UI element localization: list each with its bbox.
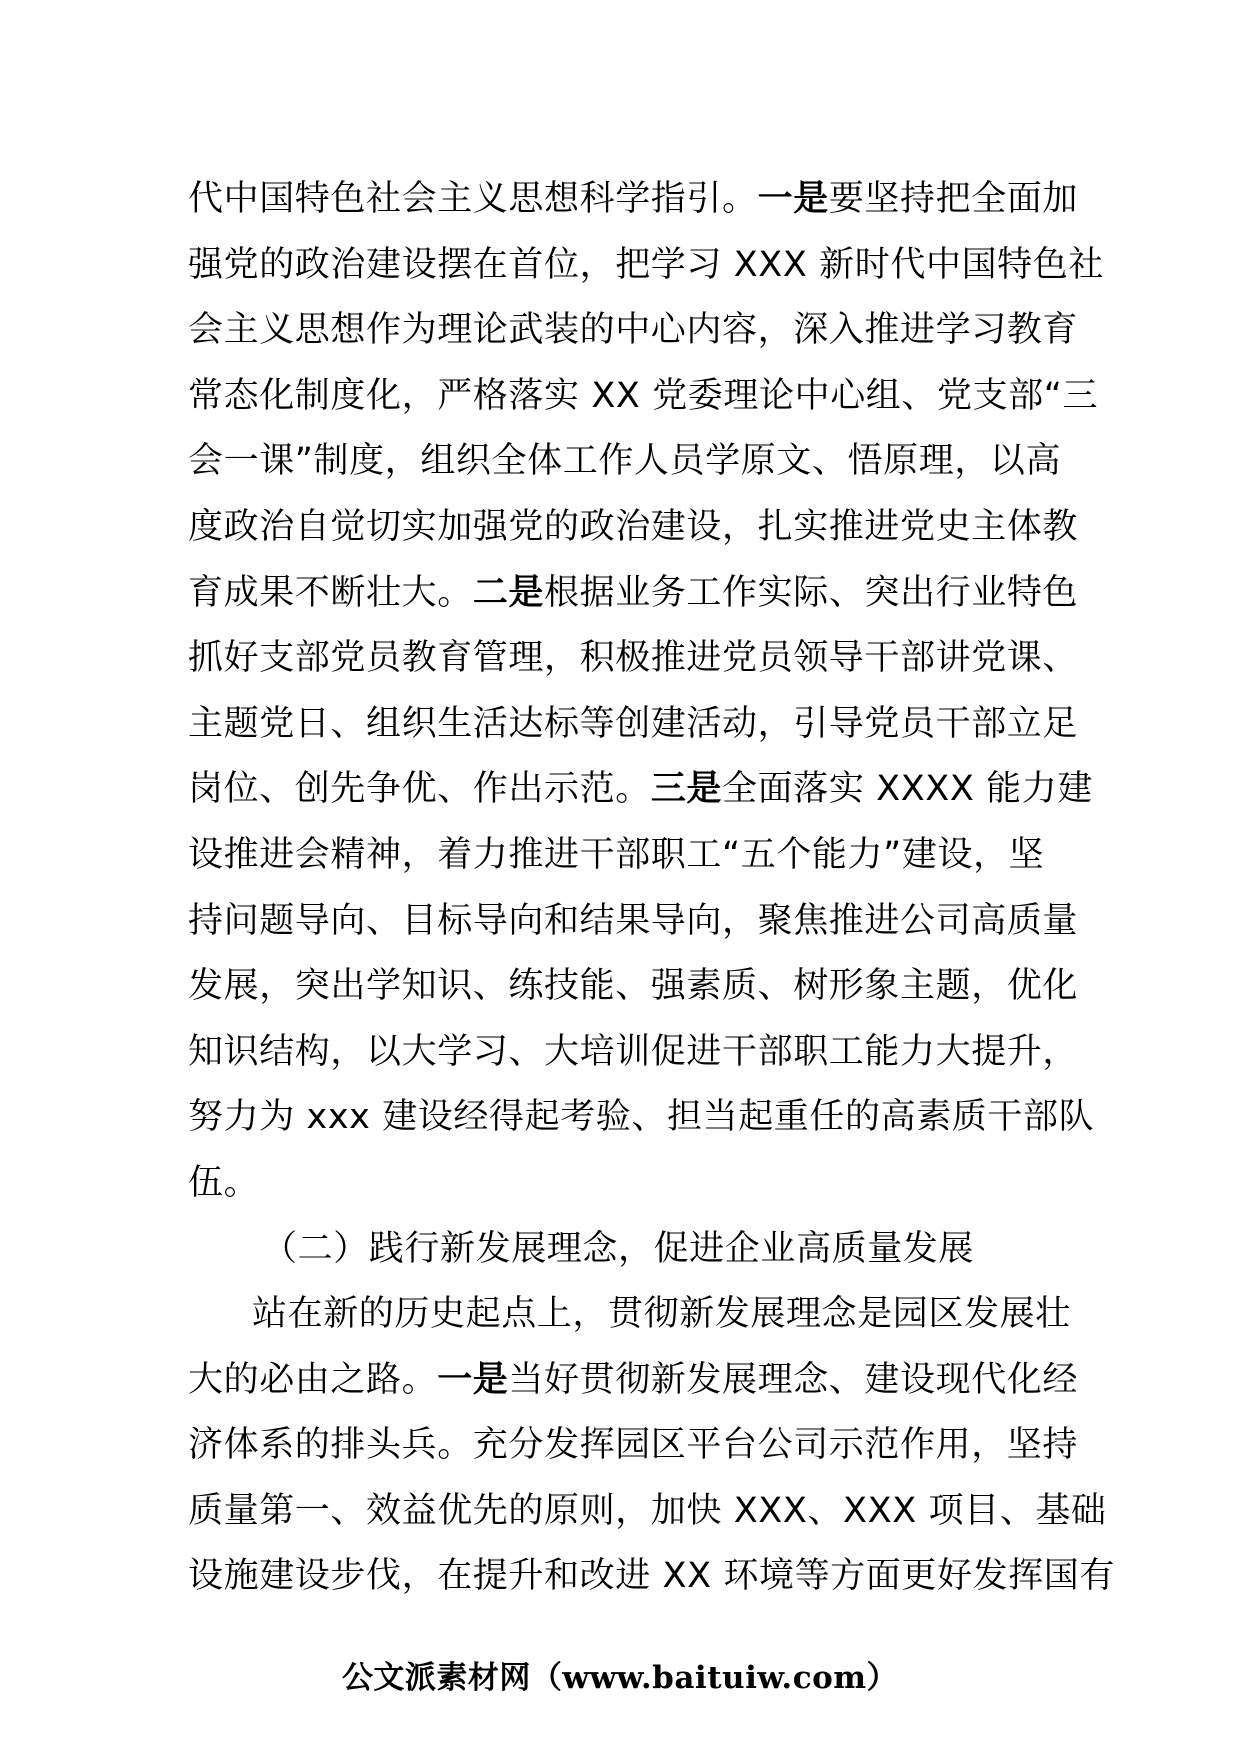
paragraph-line	[188, 1348, 1079, 1414]
text-segment: 设施建设步伐，在提升和改进 XX 环境等方面更好发挥国有	[188, 1556, 1116, 1597]
paragraph-line	[188, 167, 1079, 233]
paragraph-line	[188, 1085, 1095, 1151]
text-segment: 要坚持把全面加	[828, 179, 1079, 219]
text-segment: 全面落实 XXXX 能力建	[722, 769, 1093, 810]
paragraph-line	[188, 429, 1068, 495]
paragraph-line	[188, 692, 1079, 758]
paragraph-line	[188, 626, 1079, 692]
text-segment: 主题党日、组织生活达标等创建活动，引导党员干部立足	[188, 703, 1079, 744]
text-segment: 岗位、创先争优、作出示范。	[188, 769, 651, 810]
text-segment: 发展，突出学知识、练技能、强素质、树形象主题，优化	[188, 966, 1079, 1007]
text-segment: 知识结构，以大学习、大培训促进干部职工能力大提升，	[188, 1031, 1079, 1072]
bold-marker: 一是	[437, 1359, 509, 1400]
bold-marker: 二是	[472, 572, 545, 613]
paragraph-line	[188, 298, 1079, 364]
paragraph-line	[188, 1282, 1071, 1348]
paragraph-line	[188, 1413, 1079, 1479]
paragraph-line	[188, 757, 1093, 823]
text-segment: 当好贯彻新发展理念、建设现代化经	[508, 1359, 1079, 1400]
paragraph-line	[188, 561, 1079, 627]
text-segment: 伍。	[188, 1162, 260, 1203]
text-segment: 会一课”制度，组织全体工作人员学原文、悟原理，以高	[188, 441, 1062, 482]
paragraph-line	[188, 364, 1099, 430]
text-segment: 会主义思想作为理论武装的中心内容，深入推进学习教育	[188, 310, 1079, 351]
bold-marker: 三是	[650, 769, 723, 810]
text-segment: 代中国特色社会主义思想科学指引。	[188, 179, 758, 219]
text-segment: 强党的政治建设摆在首位，把学习 XXX 新时代中国特色社	[188, 244, 1104, 285]
text-segment: 站在新的历史起点上，贯彻新发展理念是园区发展壮	[252, 1294, 1071, 1335]
bold-marker: 一是	[757, 179, 829, 219]
text-segment: 度政治自觉切实加强党的政治建设，扎实推进党史主体教	[188, 506, 1079, 547]
paragraph-line	[188, 1151, 1068, 1217]
text-segment: 努力为 xxx 建设经得起考验、担当起重任的高素质干部队	[188, 1097, 1095, 1138]
document-body	[188, 167, 1116, 1610]
footer-watermark: 公文派素材网（www.baituiw.com）	[341, 1660, 899, 1696]
text-segment: 质量第一、效益优先的原则，加快 XXX、XXX 项目、基础	[188, 1490, 1107, 1531]
paragraph-line	[188, 823, 1068, 889]
text-segment: 常态化制度化，严格落实 XX 党委理论中心组、党支部“三	[188, 375, 1099, 416]
paragraph-line	[188, 1020, 1079, 1086]
paragraph-line	[188, 1479, 1107, 1545]
text-segment: 设推进会精神，着力推进干部职工“五个能力”建设，坚	[188, 834, 1045, 875]
text-segment: 抓好支部党员教育管理，积极推进党员领导干部讲党课、	[188, 638, 1079, 679]
text-segment: 大的必由之路。	[188, 1359, 438, 1400]
text-segment: （二）践行新发展理念，促进企业高质量发展	[262, 1228, 975, 1269]
text-segment: 济体系的排头兵。充分发挥园区平台公司示范作用，坚持	[188, 1425, 1079, 1466]
text-segment: 育成果不断壮大。	[188, 572, 473, 613]
paragraph-line	[188, 954, 1079, 1020]
paragraph-line	[188, 889, 1079, 955]
section-heading	[188, 1217, 1068, 1283]
paragraph-line	[188, 1544, 1116, 1610]
paragraph-line	[188, 233, 1104, 299]
text-segment: 根据业务工作实际、突出行业特色	[544, 572, 1079, 613]
text-segment: 持问题导向、目标导向和结果导向，聚焦推进公司高质量	[188, 900, 1079, 941]
paragraph-line	[188, 495, 1079, 561]
